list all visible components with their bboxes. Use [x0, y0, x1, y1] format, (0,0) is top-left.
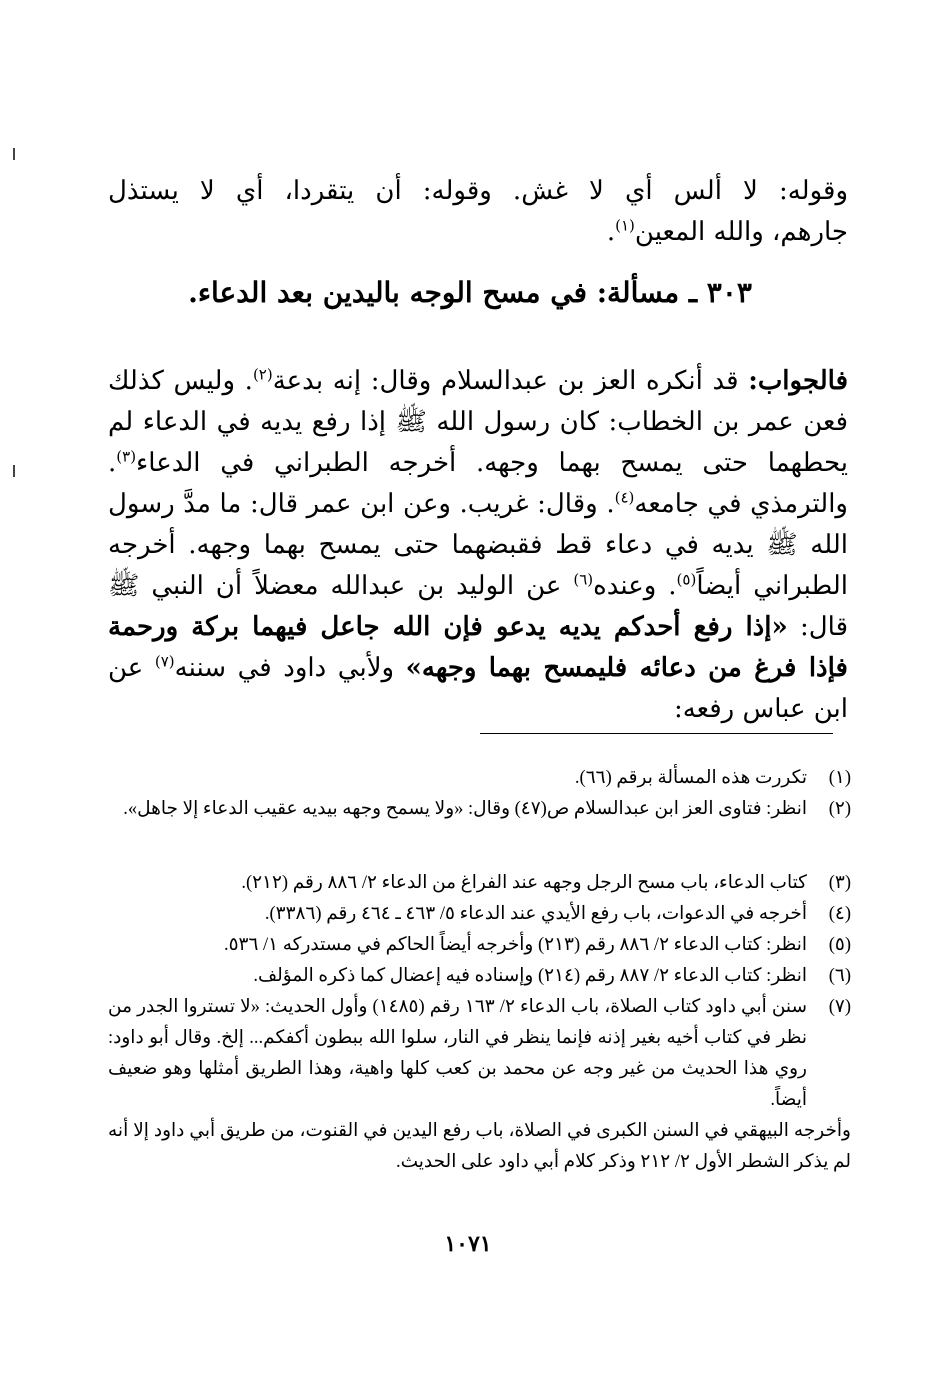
intro-line-2-text: جارهم، والله المعين: [634, 217, 848, 247]
footnote-ref-5[interactable]: (٥): [676, 570, 697, 589]
question-heading: ٣٠٣ ـ مسألة: في مسح الوجه باليدين بعد الدعاء.: [188, 276, 752, 309]
footnote-ref-6[interactable]: (٦): [573, 570, 594, 589]
answer-segment-2: . وليس كذلك فعن عمر بن الخطاب: كان رسول الله ﷺ إذا رفع يديه في الدعاء لم يحطهما حتى يمسح بهما وجهه. أخرجه الطبراني في الدعاء: [108, 366, 848, 478]
answer-text: [108, 361, 848, 730]
hadith-quote: «إذا رفع أحدكم يديه يدعو فإن الله جاعل فيهما بركة ورحمة فإذا فرغ من دعائه فليمسح بهما وجهه»: [108, 612, 848, 683]
footnote-number: (٤): [828, 904, 851, 924]
footnote-text: كتاب الدعاء، باب مسح الرجل وجهه عند الفراغ من الدعاء ٢/ ٨٨٦ رقم (٢١٢).: [241, 873, 807, 893]
answer-segment-7: ولأبي داود في سننه: [174, 653, 406, 683]
footnote-text: سنن أبي داود كتاب الصلاة، باب الدعاء ٢/ ١٦٣ رقم (١٤٨٥) وأول الحديث: «لا تستروا الجدر من نظر في كتاب أخيه بغير إذنه فإنما ينظر في النار، سلوا الله ببطون أكفكم... إلخ. وقال أبو داود: روي هذا الحديث من غير وجه عن محمد بن كعب كلها واهية، وهذا الطريق أمثلها وهو ضعيف أيضاً.: [108, 997, 807, 1110]
footnote-item: [108, 899, 851, 930]
footnote-ref-4[interactable]: (٤): [614, 488, 635, 507]
footnote-text: وأخرجه البيهقي في السنن الكبرى في الصلاة، باب رفع اليدين في القنوت، من طريق أبي داود إلا أنه لم يذكر الشطر الأول ٢/ ٢١٢ وذكر كلام أبي داود على الحديث.: [108, 1121, 851, 1172]
footnote-number: (٥): [828, 935, 851, 955]
footnote-ref-7[interactable]: (٧): [154, 652, 175, 671]
answer-segment-4: . وقال: غريب. وعن ابن عمر قال: ما مدَّ رسول الله ﷺ يديه في دعاء قط فقبضهما حتى يمسح بهما وجهه. أخرجه الطبراني أيضاً: [108, 489, 848, 601]
footnote-ref-2[interactable]: (٢): [252, 365, 273, 384]
footnote-item: [108, 992, 851, 1116]
intro-line-2: [108, 212, 848, 253]
answer-paragraph: [108, 361, 848, 730]
answer-segment-3: . والترمذي في جامعه: [108, 448, 848, 519]
footnote-text: انظر: كتاب الدعاء ٢/ ٨٨٧ رقم (٢١٤) وإسناده فيه إعضال كما ذكره المؤلف.: [253, 966, 807, 986]
footnote-ref-1[interactable]: (١): [615, 216, 635, 235]
answer-lead: فالجواب:: [748, 366, 849, 396]
intro-paragraph: [108, 171, 848, 253]
footnote-text: أخرجه في الدعوات، باب رفع الأيدي عند الدعاء ٥/ ٤٦٣ ـ ٤٦٤ رقم (٣٣٨٦).: [264, 904, 807, 924]
footnote-number: (٣): [828, 873, 851, 893]
footnote-item: [108, 794, 851, 825]
intro-line-2-end: .: [606, 217, 616, 247]
footnote-item: [108, 930, 851, 961]
answer-segment-5: . وعنده: [593, 571, 677, 601]
footnote-ref-3[interactable]: (٣): [116, 447, 137, 466]
answer-segment-6: عن الوليد بن عبدالله معضلاً أن النبي ﷺ قال:: [108, 571, 848, 642]
footnote-continuation: [108, 1116, 851, 1178]
footnote-item: [108, 961, 851, 992]
footnote-text: تكررت هذه المسألة برقم (٦٦).: [574, 768, 807, 788]
footnote-number: (٢): [828, 799, 851, 819]
footnote-number: (١): [828, 768, 851, 788]
footnote-number: (٧): [828, 997, 851, 1017]
footnote-divider: [480, 733, 833, 734]
intro-line-1: وقوله: لا ألس أي لا غش. وقوله: أن يتقردا، أي لا يستذل: [108, 176, 848, 206]
footnote-item: [108, 763, 851, 794]
scan-margin-mark: [13, 148, 15, 160]
answer-segment-8: عن ابن عباس رفعه:: [108, 653, 848, 724]
footnotes-group-a: [108, 763, 851, 825]
page-number: ١٠٧١: [444, 1231, 492, 1257]
footnote-item: [108, 868, 851, 899]
footnotes-group-b: [108, 868, 851, 1178]
scan-margin-mark: [13, 465, 15, 477]
footnote-text: انظر: كتاب الدعاء ٢/ ٨٨٦ رقم (٢١٣) وأخرجه أيضاً الحاكم في مستدركه ١/ ٥٣٦.: [223, 935, 807, 955]
footnote-number: (٦): [828, 966, 851, 986]
footnote-text: انظر: فتاوى العز ابن عبدالسلام ص(٤٧) وقال: «ولا يسمح وجهه بيديه عقيب الدعاء إلا جاهل».: [123, 799, 807, 819]
answer-segment-1: قد أنكره العز بن عبدالسلام وقال: إنه بدعة: [272, 366, 749, 396]
